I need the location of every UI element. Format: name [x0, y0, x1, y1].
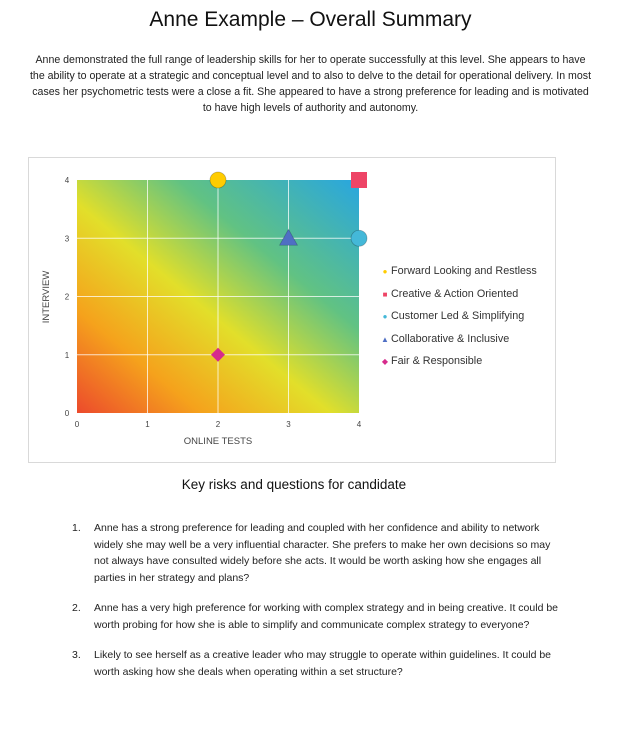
risk-item: [72, 600, 562, 633]
x-tick-label: 0: [74, 420, 80, 429]
risk-text: Anne has a very high preference for working with complex strategy and in being creative. It could be worth probing for how she is able to simplify and communicate complex strategy to everyone?: [94, 602, 559, 631]
legend-label: Forward Looking and Restless: [391, 265, 537, 277]
x-tick-label: 3: [286, 420, 291, 429]
data-point-circle-0: [210, 172, 226, 188]
legend-label: Creative & Action Oriented: [391, 287, 519, 300]
y-tick-label: 4: [64, 176, 70, 185]
risk-item: [72, 647, 562, 680]
data-point-circle-2: [351, 230, 367, 246]
legend-item: [381, 283, 537, 306]
risk-text: Likely to see herself as a creative leader who may struggle to operate within guidelines. It could be worth asking how she deals when operating within a set structure?: [94, 649, 552, 678]
chart-legend: [381, 260, 537, 373]
summary-paragraph: Anne demonstrated the full range of leadership skills for her to operate successfully at this level. She appears to have the ability to operate at a strategic and conceptual level and to also to delve to the detail for operational delivery. In most cases her psychometric tests were a close a fit. She appeared to have a strong preference for leading and is motivated to have high levels of authority and autonomy.: [29, 54, 592, 114]
x-tick-label: 2: [215, 420, 221, 429]
legend-circle-icon: ●: [382, 267, 388, 276]
page-title: Anne Example – Overall Summary: [149, 8, 472, 31]
y-tick-label: 1: [64, 350, 70, 360]
y-tick-label: 0: [64, 409, 70, 418]
legend-label: Fair & Responsible: [391, 355, 483, 367]
x-tick-label: 1: [145, 420, 150, 429]
x-axis-label: ONLINE TESTS: [183, 436, 253, 447]
legend-circle-icon: ●: [382, 312, 388, 321]
legend-item: [381, 305, 537, 328]
legend-label: Collaborative & Inclusive: [391, 332, 510, 345]
y-tick-label: 2: [64, 292, 70, 302]
risks-heading: Key risks and questions for candidate: [181, 477, 407, 492]
legend-triangle-icon: ▲: [381, 334, 389, 344]
risks-list: [72, 520, 562, 694]
risk-number: 2.: [72, 602, 81, 614]
chart-frame: [28, 157, 556, 463]
legend-item: [381, 260, 537, 283]
risk-text: Anne has a strong preference for leading and coupled with her confidence and ability to network widely she may well be a very influential character. She prefers to make her own decisions so may not always have consulted widely before she acts. It would be worth asking how she engages all parties in her strategy and plans?: [94, 522, 551, 584]
y-tick-label: 3: [64, 234, 70, 244]
x-tick-label: 4: [356, 420, 362, 429]
data-point-square-1: [351, 172, 367, 188]
risk-number: 1.: [72, 522, 81, 534]
y-axis-label: INTERVIEW: [41, 270, 52, 324]
risk-item: [72, 520, 562, 586]
legend-square-icon: ■: [382, 289, 388, 299]
legend-item: [381, 350, 537, 373]
legend-diamond-icon: ◆: [381, 357, 389, 366]
legend-item: [381, 328, 537, 351]
risk-number: 3.: [72, 649, 81, 661]
legend-label: Customer Led & Simplifying: [391, 310, 525, 322]
